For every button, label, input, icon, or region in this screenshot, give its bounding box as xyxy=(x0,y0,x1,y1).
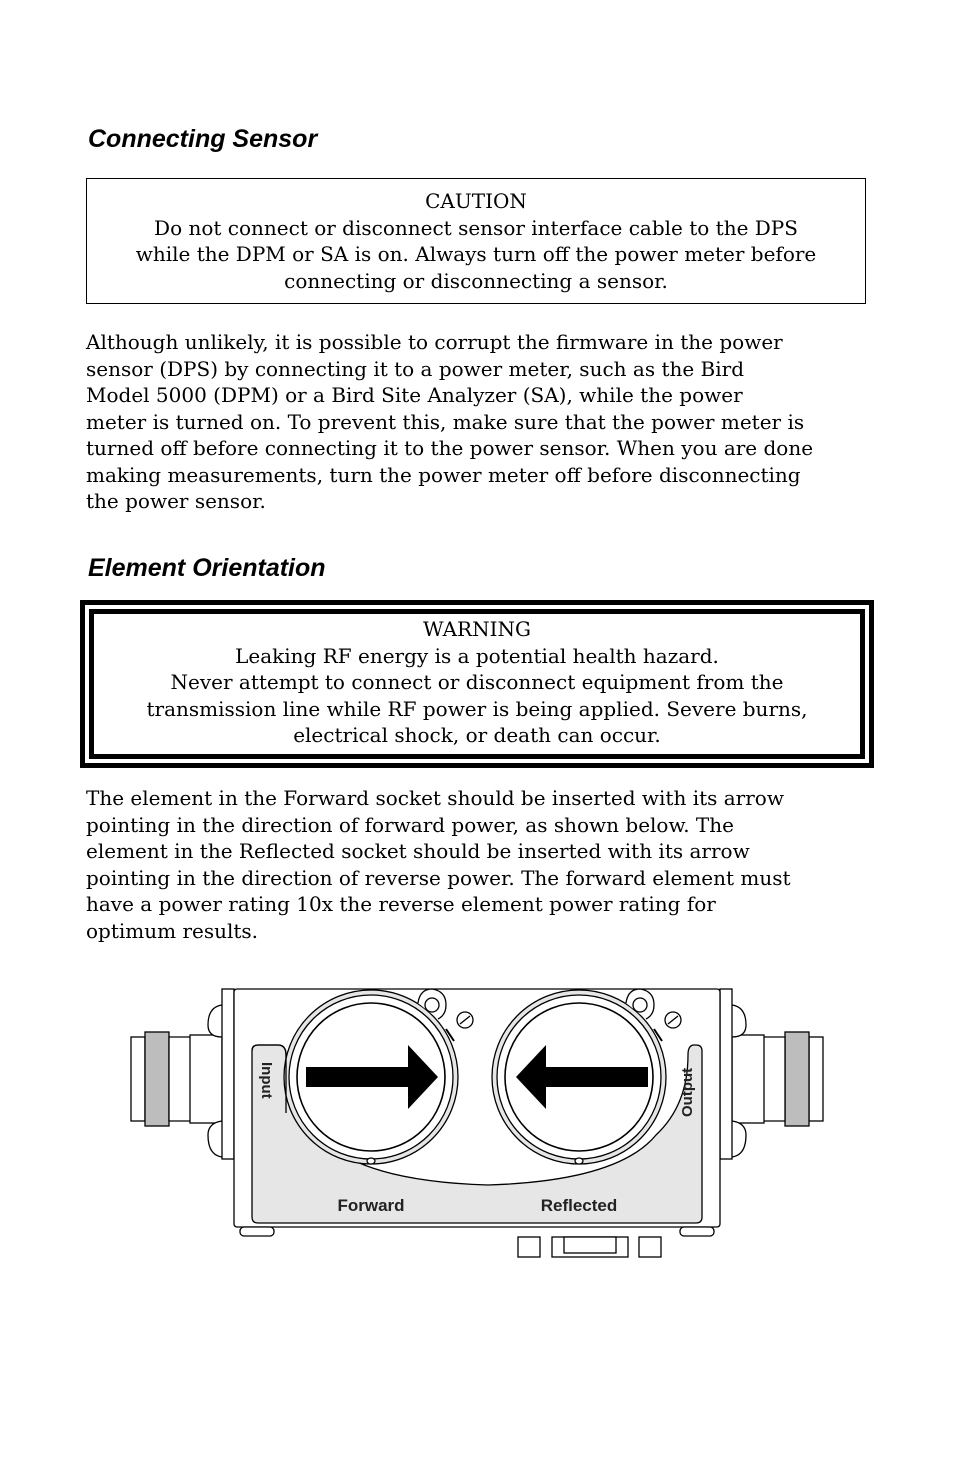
forward-label: Forward xyxy=(337,1196,405,1215)
paragraph-line: Although unlikely, it is possible to corrupt the firmware in the power xyxy=(86,330,783,354)
warning-title: WARNING xyxy=(423,617,531,641)
reflected-label: Reflected xyxy=(540,1196,618,1215)
caution-line: Do not connect or disconnect sensor interface cable to the DPS xyxy=(154,215,798,240)
output-connector xyxy=(720,989,823,1159)
warning-line: Never attempt to connect or disconnect equipment from the xyxy=(170,670,784,694)
paragraph-line: The element in the Forward socket should be inserted with its arrow xyxy=(86,786,784,810)
paragraph-element-orientation xyxy=(86,785,876,944)
sensor-diagram xyxy=(128,985,828,1265)
warning-box-inner xyxy=(89,609,865,759)
paragraph-line: Model 5000 (DPM) or a Bird Site Analyzer (SA), while the power xyxy=(86,383,743,407)
paragraph-line: meter is turned on. To prevent this, make sure that the power meter is xyxy=(86,409,805,434)
warning-line: transmission line while RF power is being applied. Severe burns, xyxy=(146,696,808,721)
input-connector xyxy=(131,989,234,1159)
caution-line: while the DPM or SA is on. Always turn off the power meter before xyxy=(135,242,817,266)
heading-connecting-sensor: Connecting Sensor xyxy=(88,125,318,153)
warning-line: electrical shock, or death can occur. xyxy=(293,723,661,747)
output-label: Output xyxy=(679,1067,696,1117)
paragraph-line: optimum results. xyxy=(86,918,259,943)
paragraph-line: pointing in the direction of forward power, as shown below. The xyxy=(86,812,734,837)
warning-line: Leaking RF energy is a potential health hazard. xyxy=(235,643,719,668)
paragraph-line: element in the Reflected socket should be inserted with its arrow xyxy=(86,839,750,863)
caution-title: CAUTION xyxy=(425,189,527,213)
caution-box xyxy=(86,178,866,304)
paragraph-line: turned off before connecting it to the power sensor. When you are done xyxy=(86,436,814,460)
paragraph-connecting-sensor xyxy=(86,329,876,515)
warning-box xyxy=(80,600,874,768)
paragraph-line: pointing in the direction of reverse power. The forward element must xyxy=(86,865,791,890)
paragraph-line: making measurements, turn the power meter off before disconnecting xyxy=(86,462,801,487)
paragraph-line: have a power rating 10x the reverse element power rating for xyxy=(86,892,716,916)
paragraph-line: sensor (DPS) by connecting it to a power meter, such as the Bird xyxy=(86,356,745,381)
caution-line: connecting or disconnecting a sensor. xyxy=(284,268,668,293)
heading-element-orientation: Element Orientation xyxy=(88,554,326,582)
paragraph-line: the power sensor. xyxy=(86,489,266,513)
input-label: Input xyxy=(258,1062,275,1099)
